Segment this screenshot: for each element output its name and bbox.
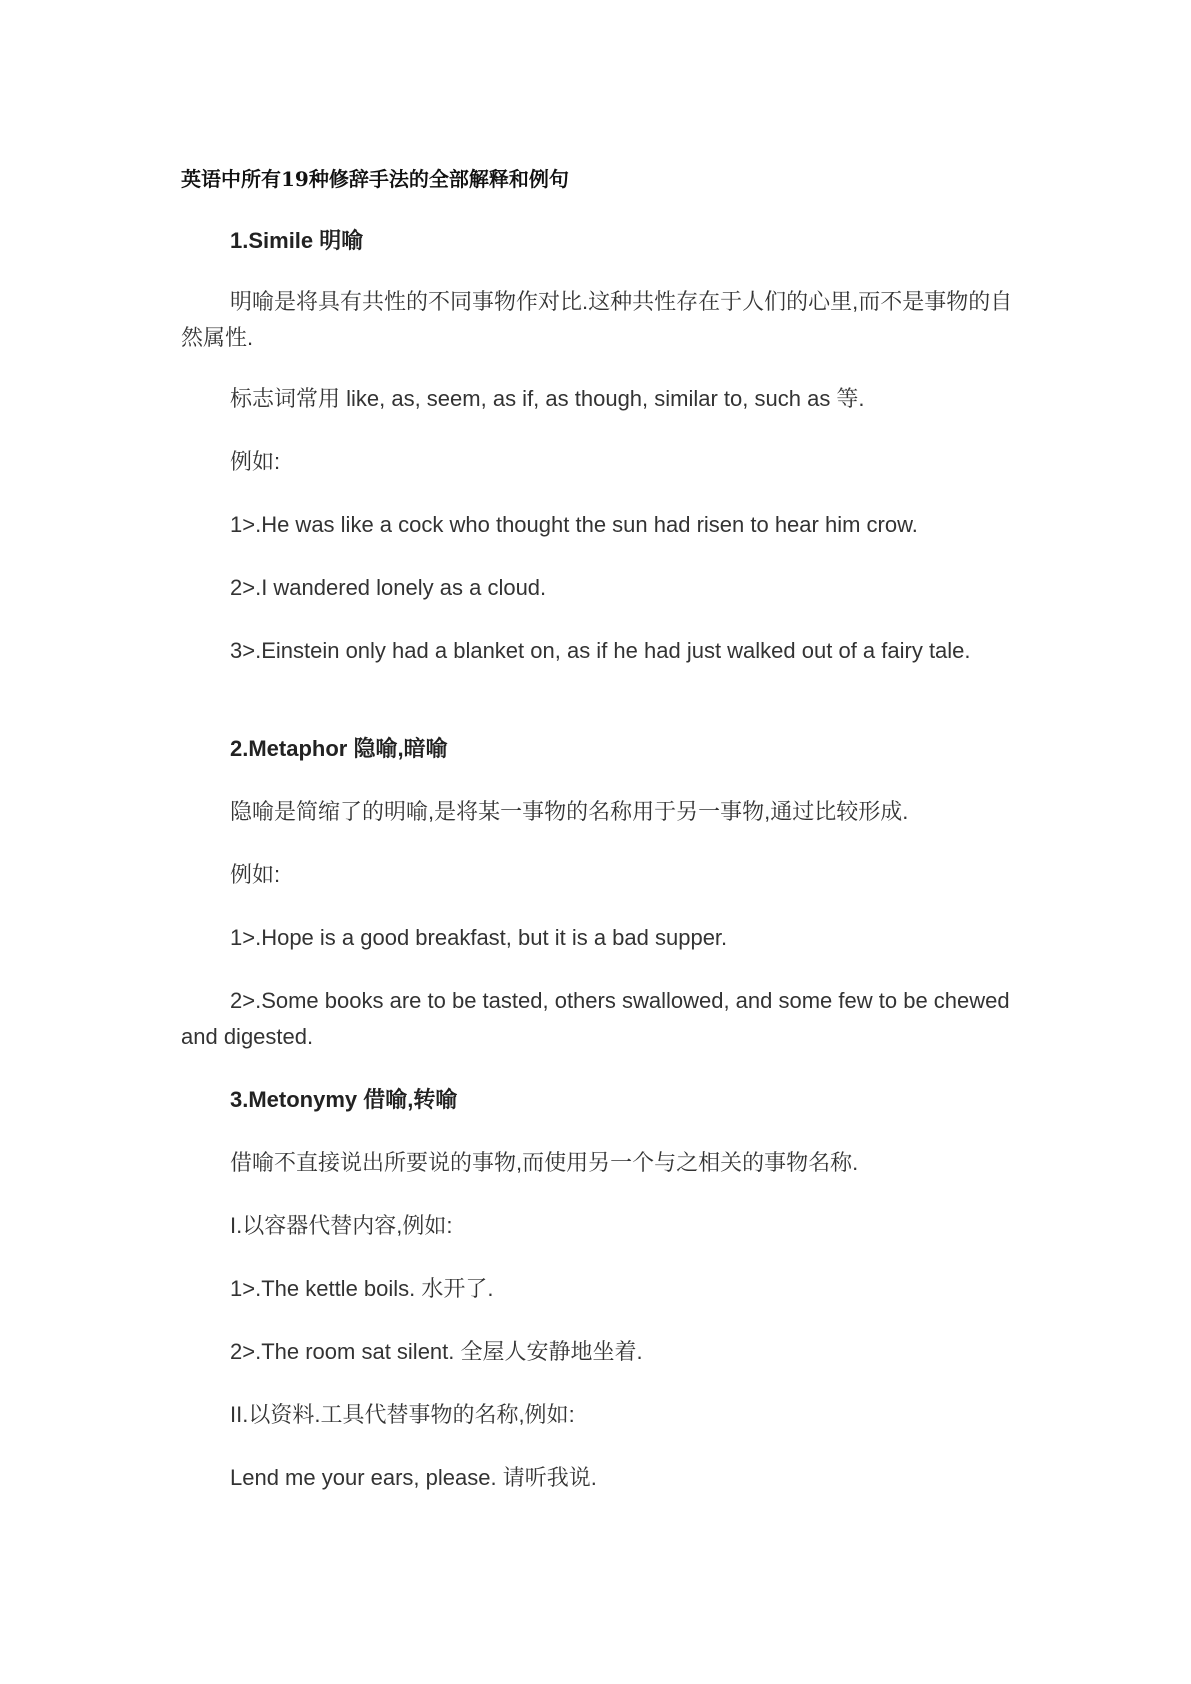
metaphor-definition: 隐喻是简缩了的明喻,是将某一事物的名称用于另一事物,通过比较形成. bbox=[230, 799, 909, 824]
metonymy-sub1-example-1: 1>.The kettle boils. 水开了. bbox=[230, 1276, 494, 1301]
metonymy-sub2-label: II.以资料.工具代替事物的名称,例如: bbox=[230, 1402, 575, 1427]
section-heading-metonymy: 3.Metonymy 借喻,转喻 bbox=[230, 1087, 458, 1112]
metonymy-sub2-example-1: Lend me your ears, please. 请听我说. bbox=[230, 1465, 597, 1490]
simile-definition: 明喻是将具有共性的不同事物作对比.这种共性存在于人们的心里,而不是事物的自然属性. bbox=[181, 289, 1013, 350]
metonymy-sub1-example-2: 2>.The room sat silent. 全屋人安静地坐着. bbox=[230, 1339, 643, 1364]
document-title: 英语中所有19种修辞手法的全部解释和例句 bbox=[181, 167, 569, 191]
metaphor-example-1: 1>.Hope is a good breakfast, but it is a bad supper. bbox=[230, 925, 728, 950]
simile-example-1: 1>.He was like a cock who thought the sun had risen to hear him crow. bbox=[230, 512, 918, 537]
simile-example-2: 2>.I wandered lonely as a cloud. bbox=[230, 575, 547, 600]
metaphor-example-label: 例如: bbox=[230, 862, 281, 887]
simile-markers: 标志词常用 like, as, seem, as if, as though, similar to, such as 等. bbox=[230, 386, 865, 411]
section-heading-metaphor: 2.Metaphor 隐喻,暗喻 bbox=[230, 736, 448, 761]
metonymy-sub1-label: I.以容器代替内容,例如: bbox=[230, 1213, 453, 1238]
section-heading-simile: 1.Simile 明喻 bbox=[230, 228, 364, 253]
metonymy-definition: 借喻不直接说出所要说的事物,而使用另一个与之相关的事物名称. bbox=[230, 1150, 859, 1175]
metaphor-example-2: 2>.Some books are to be tasted, others swallowed, and some few to be chewed and digested. bbox=[181, 988, 1010, 1049]
simile-example-label: 例如: bbox=[230, 449, 281, 474]
simile-example-3: 3>.Einstein only had a blanket on, as if he had just walked out of a fairy tale. bbox=[230, 638, 971, 663]
